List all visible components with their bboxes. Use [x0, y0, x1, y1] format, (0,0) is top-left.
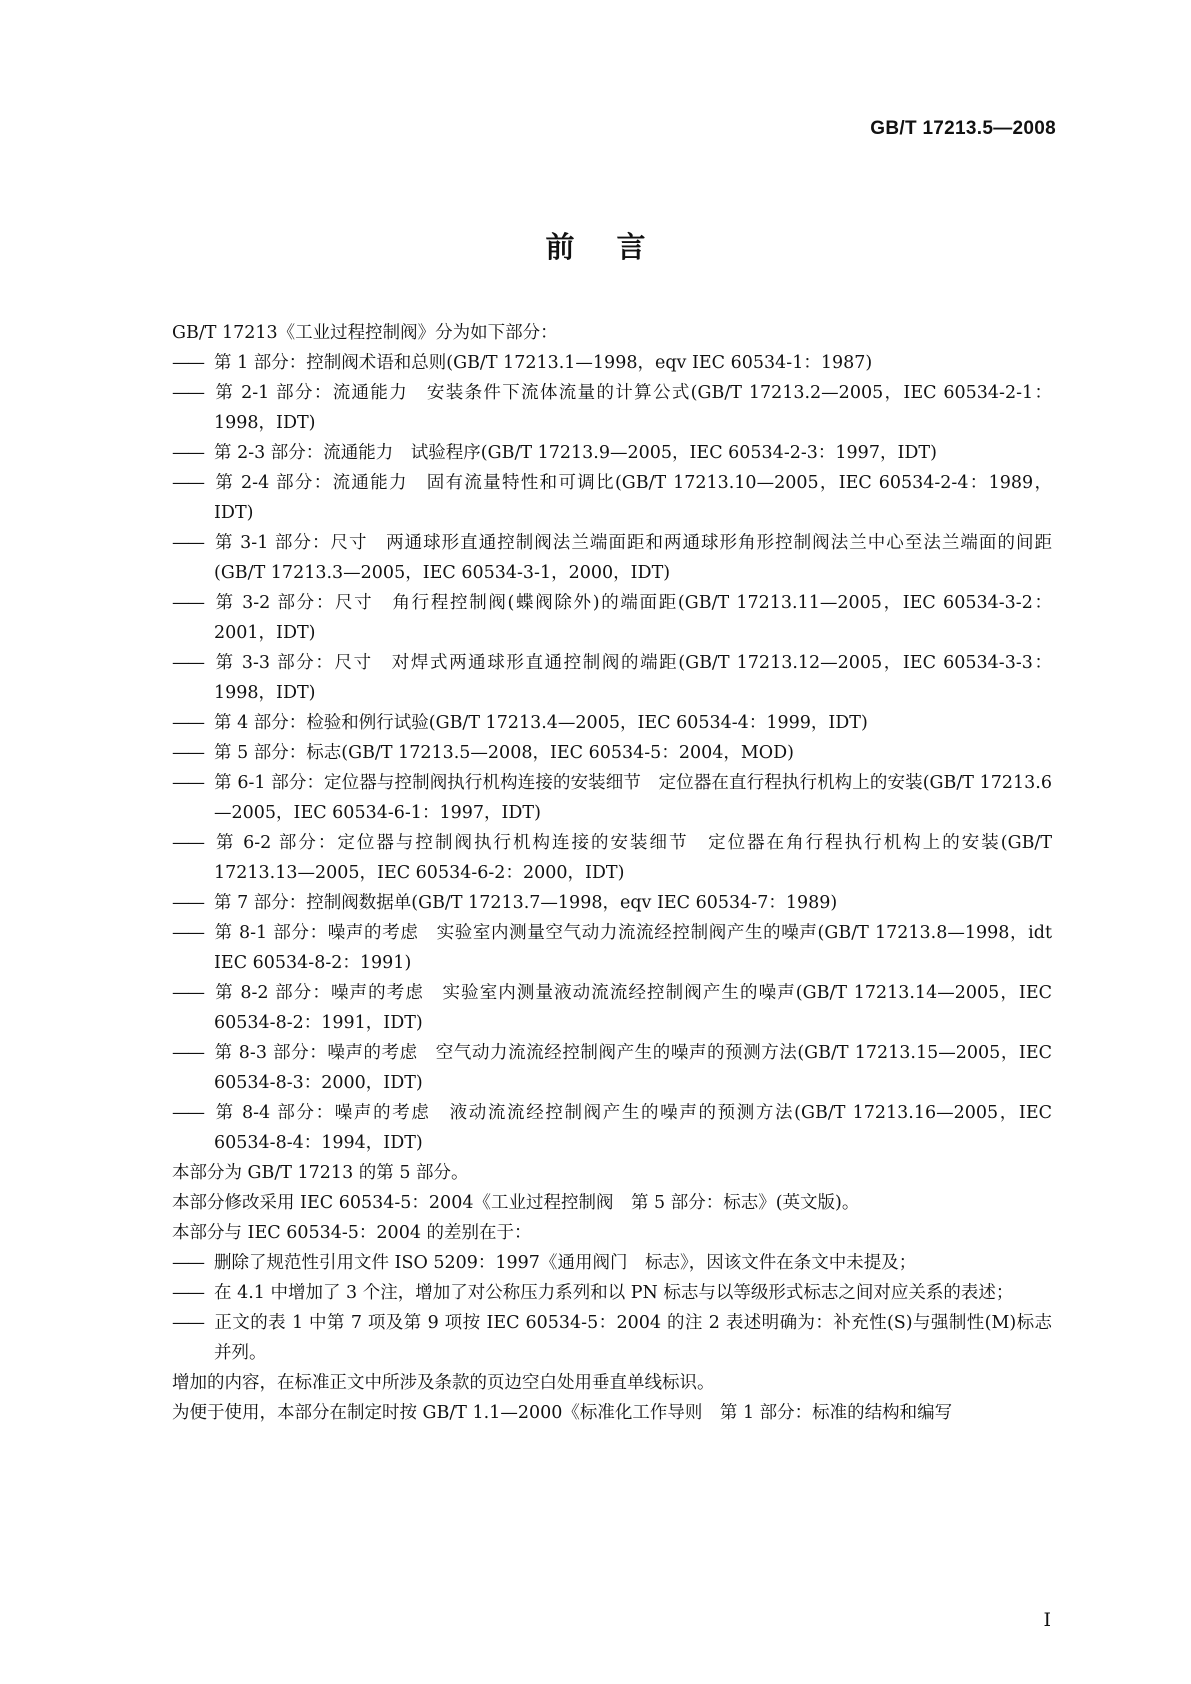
difference-text: 正文的表 1 中第 7 项及第 9 项按 IEC 60534-5：2004 的注 2 表述明确为：补充性(S)与强制性(M)标志并列。 [214, 1313, 1052, 1363]
standard-code: GB/T 17213.5—2008 [870, 118, 1056, 139]
list-item [172, 438, 1052, 468]
dash-marker: —— [172, 533, 203, 553]
part-of-statement: 本部分为 GB/T 17213 的第 5 部分。 [172, 1163, 469, 1183]
list-item [172, 348, 1052, 378]
part-text: 第 6-1 部分：定位器与控制阀执行机构连接的安装细节 定位器在直行程执行机构上的安装(GB/T 17213.6—2005，IEC 60534-6-1：1997，IDT) [214, 773, 1052, 823]
dash-marker: —— [172, 1103, 203, 1123]
intro-paragraph: GB/T 17213《工业过程控制阀》分为如下部分： [172, 323, 558, 343]
difference-text: 删除了规范性引用文件 ISO 5209：1997《通用阀门 标志》，因该文件在条文中未提及； [214, 1253, 917, 1273]
convenience-note: 为便于使用，本部分在制定时按 GB/T 1.1—2000《标准化工作导则 第 1 部分：标准的结构和编写 [172, 1403, 953, 1423]
parts-list [172, 348, 1052, 1158]
dash-marker: —— [172, 893, 203, 913]
page-number: I [1043, 1609, 1051, 1631]
part-text: 第 4 部分：检验和例行试验(GB/T 17213.4—2005，IEC 60534-4：1999，IDT) [214, 713, 868, 733]
part-text: 第 8-3 部分：噪声的考虑 空气动力流流经控制阀产生的噪声的预测方法(GB/T 17213.15—2005，IEC 60534-8-3：2000，IDT) [214, 1043, 1052, 1093]
part-text: 第 2-3 部分：流通能力 试验程序(GB/T 17213.9—2005，IEC 60534-2-3：1997，IDT) [214, 443, 937, 463]
part-text: 第 3-2 部分：尺寸 角行程控制阀(蝶阀除外)的端面距(GB/T 17213.11—2005，IEC 60534-3-2：2001，IDT) [214, 593, 1052, 643]
dash-marker: —— [172, 983, 203, 1003]
list-item [172, 588, 1052, 648]
part-text: 第 7 部分：控制阀数据单(GB/T 17213.7—1998，eqv IEC 60534-7：1989) [214, 893, 838, 913]
part-text: 第 2-1 部分：流通能力 安装条件下流体流量的计算公式(GB/T 17213.2—2005，IEC 60534-2-1：1998，IDT) [214, 383, 1052, 433]
dash-marker: —— [172, 653, 203, 673]
list-item [172, 918, 1052, 978]
part-text: 第 8-4 部分：噪声的考虑 液动流流经控制阀产生的噪声的预测方法(GB/T 17213.16—2005，IEC 60534-8-4：1994，IDT) [214, 1103, 1052, 1153]
added-content-note: 增加的内容，在标准正文中所涉及条款的页边空白处用垂直单线标识。 [172, 1373, 715, 1393]
dash-marker: —— [172, 443, 203, 463]
dash-marker: —— [172, 1313, 203, 1333]
dash-marker: —— [172, 713, 203, 733]
dash-marker: —— [172, 473, 203, 493]
list-item [172, 528, 1052, 588]
dash-marker: —— [172, 833, 203, 853]
list-item [172, 1098, 1052, 1158]
dash-marker: —— [172, 1253, 203, 1273]
differences-intro: 本部分与 IEC 60534-5：2004 的差别在于： [172, 1223, 532, 1243]
list-item [172, 768, 1052, 828]
list-item [172, 738, 1052, 768]
part-text: 第 6-2 部分：定位器与控制阀执行机构连接的安装细节 定位器在角行程执行机构上的安装(GB/T 17213.13—2005，IEC 60534-6-2：2000，IDT) [214, 833, 1052, 883]
list-item [172, 828, 1052, 888]
list-item [172, 1308, 1052, 1368]
list-item [172, 1278, 1052, 1308]
list-item [172, 1038, 1052, 1098]
difference-text: 在 4.1 中增加了 3 个注，增加了对公称压力系列和以 PN 标志与以等级形式标志之间对应关系的表述； [214, 1283, 1014, 1303]
part-text: 第 1 部分：控制阀术语和总则(GB/T 17213.1—1998，eqv IEC 60534-1：1987) [214, 353, 873, 373]
list-item [172, 708, 1052, 738]
body-text [172, 318, 1052, 1428]
dash-marker: —— [172, 1043, 203, 1063]
dash-marker: —— [172, 773, 203, 793]
list-item [172, 888, 1052, 918]
part-text: 第 2-4 部分：流通能力 固有流量特性和可调比(GB/T 17213.10—2005，IEC 60534-2-4：1989，IDT) [214, 473, 1052, 523]
list-item [172, 468, 1052, 528]
part-text: 第 5 部分：标志(GB/T 17213.5—2008，IEC 60534-5：2004，MOD) [214, 743, 794, 763]
dash-marker: —— [172, 383, 203, 403]
dash-marker: —— [172, 353, 203, 373]
adoption-statement: 本部分修改采用 IEC 60534-5：2004《工业过程控制阀 第 5 部分：标志》(英文版)。 [172, 1193, 860, 1213]
dash-marker: —— [172, 1283, 203, 1303]
list-item [172, 378, 1052, 438]
list-item [172, 648, 1052, 708]
dash-marker: —— [172, 923, 203, 943]
list-item [172, 978, 1052, 1038]
page-title: 前言 [545, 230, 688, 264]
part-text: 第 3-3 部分：尺寸 对焊式两通球形直通控制阀的端距(GB/T 17213.12—2005，IEC 60534-3-3：1998，IDT) [214, 653, 1052, 703]
part-text: 第 8-2 部分：噪声的考虑 实验室内测量液动流流经控制阀产生的噪声(GB/T 17213.14—2005，IEC 60534-8-2：1991，IDT) [214, 983, 1052, 1033]
dash-marker: —— [172, 593, 203, 613]
dash-marker: —— [172, 743, 203, 763]
part-text: 第 3-1 部分：尺寸 两通球形直通控制阀法兰端面距和两通球形角形控制阀法兰中心至法兰端面的间距(GB/T 17213.3—2005，IEC 60534-3-1，2000，IDT) [214, 533, 1052, 583]
list-item [172, 1248, 1052, 1278]
part-text: 第 8-1 部分：噪声的考虑 实验室内测量空气动力流流经控制阀产生的噪声(GB/T 17213.8—1998，idt IEC 60534-8-2：1991) [214, 923, 1052, 973]
differences-list [172, 1248, 1052, 1368]
